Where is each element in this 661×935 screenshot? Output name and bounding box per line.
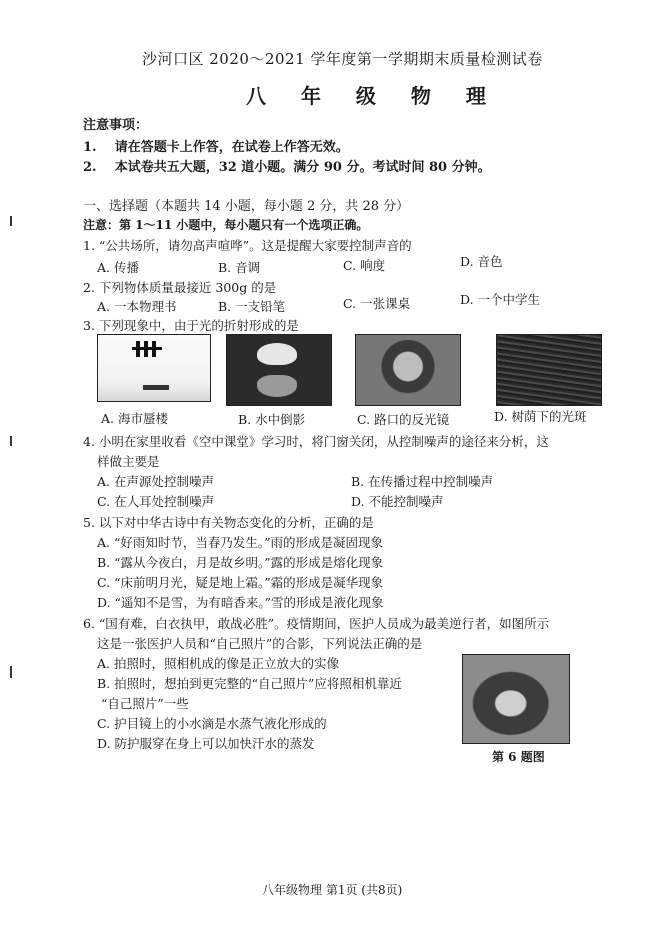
- q6-option-b-line-2: “自己照片”一些: [101, 696, 189, 711]
- notice-item-1: [83, 136, 349, 155]
- question-4-stem-line-2: 样做主要是: [97, 454, 160, 469]
- q3-option-b: B. 水中倒影: [238, 412, 306, 427]
- q4-option-d: D. 不能控制噪声: [351, 494, 444, 509]
- q3-option-d: D. 树荫下的光斑: [494, 409, 587, 424]
- figure-6-caption: 第 6 题图: [492, 750, 545, 764]
- q3-option-a: A. 海市蜃楼: [101, 411, 168, 426]
- subject-title: 八 年 级 物 理: [246, 84, 500, 108]
- notice-item-text: 本试卷共五大题，32 道小题。满分 90 分。考试时间 80 分钟。: [114, 160, 491, 175]
- question-5-stem: 5. 以下对中华古诗中有关物态变化的分析，正确的是: [83, 515, 374, 530]
- notice-item-text: 请在答题卡上作答，在试卷上作答无效。: [114, 140, 349, 155]
- question-6-stem-line-2: 这是一张医护人员和“自己照片”的合影，下列说法正确的是: [97, 636, 423, 651]
- q2-option-b: B. 一支铅笔: [218, 299, 286, 314]
- q6-option-a: A. 拍照时，照相机成的像是正立放大的实像: [97, 656, 339, 671]
- question-1-stem: 1. “公共场所，请勿高声喧哗”。这是提醒大家要控制声音的: [83, 238, 412, 253]
- notice-heading: 注意事项：: [83, 118, 149, 133]
- q1-option-c: C. 响度: [343, 258, 386, 273]
- convex-mirror-photo: [355, 334, 461, 406]
- q5-option-b: B. “露从今夜白，月是故乡明。”露的形成是熔化现象: [97, 555, 384, 570]
- q1-option-d: D. 音色: [460, 254, 503, 269]
- question-2-stem: 2. 下列物体质量最接近 300g 的是: [83, 280, 277, 295]
- q5-option-a: A. “好雨知时节，当春乃发生。”雨的形成是凝固现象: [97, 535, 384, 550]
- question-3-stem: 3. 下列现象中，由于光的折射形成的是: [83, 318, 299, 333]
- section-note: 注意：第 1～11 小题中，每小题只有一个选项正确。: [83, 218, 369, 232]
- q1-option-a: A. 传播: [97, 260, 139, 275]
- q6-option-b-line-1: B. 拍照时，想拍到更完整的“自己照片”应将照相机靠近: [97, 676, 402, 691]
- scan-edge-mark: [10, 666, 12, 678]
- notice-item-num: 2.: [83, 160, 97, 175]
- exam-title: 沙河口区 2020～2021 学年度第一学期期末质量检测试卷: [142, 50, 543, 68]
- page-footer: 八年级物理 第1页 (共8页): [262, 883, 403, 897]
- question-4-stem-line-1: 4. 小明在家里收看《空中课堂》学习时，将门窗关闭，从控制噪声的途径来分析，这: [83, 434, 549, 449]
- q4-option-b: B. 在传播过程中控制噪声: [351, 474, 494, 489]
- scan-edge-mark: [10, 436, 12, 446]
- q4-option-a: A. 在声源处控制噪声: [97, 474, 214, 489]
- q1-option-b: B. 音调: [218, 260, 261, 275]
- notice-item-2: [83, 156, 491, 175]
- q5-option-d: D. “遥知不是雪，为有暗香来。”雪的形成是液化现象: [97, 595, 384, 610]
- water-reflection-photo: [226, 334, 332, 406]
- q6-option-c: C. 护目镜上的小水滴是水蒸气液化形成的: [97, 716, 327, 731]
- q5-option-c: C. “床前明月光，疑是地上霜。”霜的形成是凝华现象: [97, 575, 384, 590]
- q6-option-d: D. 防护服穿在身上可以加快汗水的蒸发: [97, 736, 315, 751]
- tree-shade-light-spots-photo: [496, 334, 602, 406]
- q4-option-c: C. 在人耳处控制噪声: [97, 494, 215, 509]
- notice-item-num: 1.: [83, 140, 97, 155]
- q2-option-a: A. 一本物理书: [97, 299, 177, 314]
- q3-option-c: C. 路口的反光镜: [357, 412, 450, 427]
- mirage-photo: [97, 334, 211, 402]
- scan-edge-mark: [10, 216, 12, 226]
- question-6-stem-line-1: 6. “国有难，白衣执甲，敢战必胜”。疫情期间，医护人员成为最美逆行者，如图所示: [83, 616, 550, 631]
- medical-worker-photo: [462, 654, 570, 744]
- q2-option-c: C. 一张课桌: [343, 296, 411, 311]
- q2-option-d: D. 一个中学生: [460, 292, 541, 307]
- section-heading: 一、选择题（本题共 14 小题，每小题 2 分，共 28 分）: [83, 199, 410, 214]
